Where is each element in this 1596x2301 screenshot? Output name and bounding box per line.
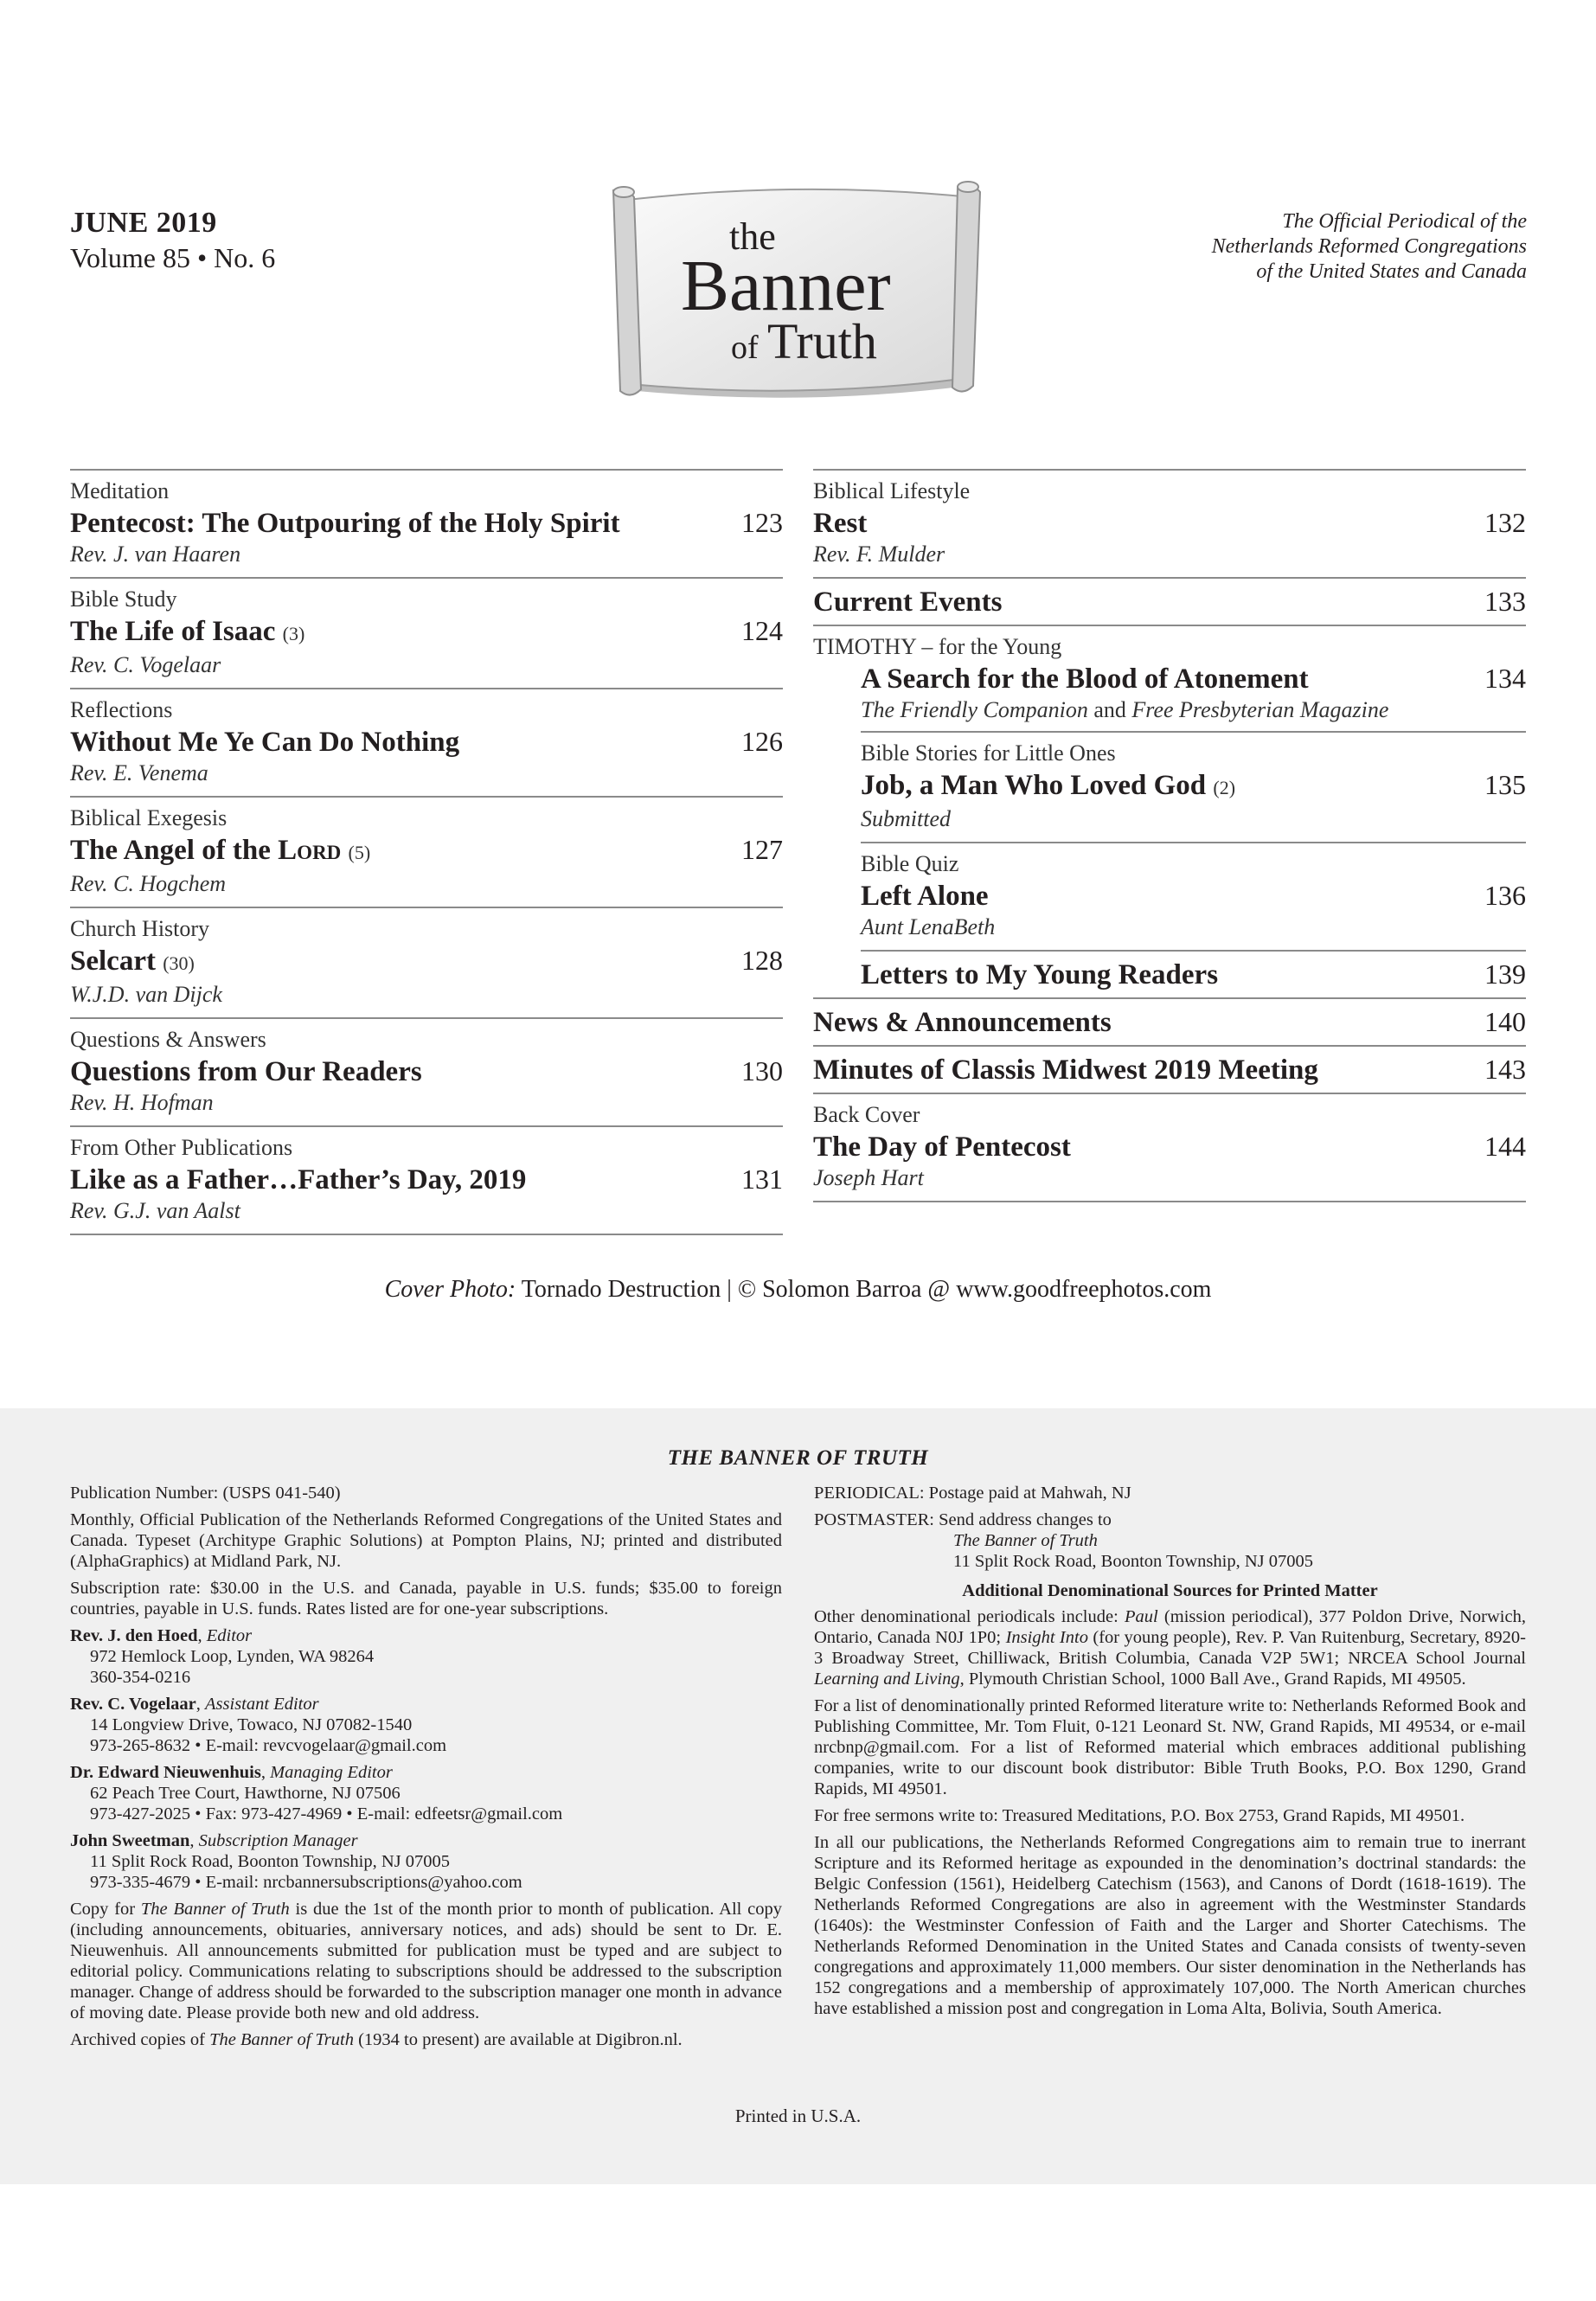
toc-author: Rev. C. Hogchem xyxy=(70,871,227,896)
toc-title: Left Alone xyxy=(861,881,989,912)
toc-page: 130 xyxy=(741,1055,783,1086)
toc-entry[interactable] xyxy=(70,1017,783,1125)
postmaster-address: 11 Split Rock Road, Boonton Township, NJ 07005 xyxy=(953,1552,1313,1571)
logo-the: the xyxy=(729,215,776,258)
toc-page: 128 xyxy=(741,945,783,976)
staff-contact: 360-354-0216 xyxy=(90,1668,191,1687)
postmaster xyxy=(814,1509,1526,1572)
toc-entry[interactable] xyxy=(813,1093,1526,1202)
staff-managing-editor: Dr. Edward Nieuwenhuis, Managing Editor 62 Peach Tree Court, Hawthorne, NJ 07506 973-427-2025 • Fax: 973-427-4969 • E-mail: edfeetsr@gmail.com xyxy=(70,1762,782,1824)
postmaster-line: POSTMASTER: Send address changes to xyxy=(814,1510,1112,1529)
toc-entry[interactable] xyxy=(70,796,783,907)
other-periodicals: Other denominational periodicals include: Paul (mission periodical), 377 Poldon Drive, Norwich, Ontario, Canada N0J 1P0; Insight Into (for young people), Rev. P. Van Ruitenburg, Secretary, 8920-3 Broadway Street, Chilliwack, British Columbia, Canada V2P 5W1; NRCEA School Journal Learning and Living, Plymouth Christian School, 1000 Ball Ave., Grand Rapids, MI 49505. xyxy=(814,1607,1531,1689)
staff-role: Managing Editor xyxy=(270,1763,393,1782)
toc-title: Without Me Ye Can Do Nothing xyxy=(70,727,460,758)
toc-title: Selcart xyxy=(70,945,156,977)
toc-part: (3) xyxy=(282,623,305,644)
colophon-left-column xyxy=(70,1483,787,2056)
toc-page: 140 xyxy=(1484,1006,1526,1037)
toc-title: Minutes of Classis Midwest 2019 Meeting xyxy=(813,1054,1318,1086)
toc-entry[interactable] xyxy=(813,997,1526,1045)
toc-title: Letters to My Young Readers xyxy=(861,959,1219,990)
colophon-right-column xyxy=(814,1483,1531,2025)
staff-address: 62 Peach Tree Court, Hawthorne, NJ 07506 xyxy=(90,1784,401,1803)
toc-title: Pentecost: The Outpouring of the Holy Spirit xyxy=(70,508,620,539)
toc-category: Biblical Exegesis xyxy=(70,805,228,830)
toc-author: Rev. H. Hofman xyxy=(70,1090,214,1115)
toc-page: 126 xyxy=(741,726,783,757)
staff-role: Subscription Manager xyxy=(198,1831,358,1850)
toc-author: W.J.D. van Dijck xyxy=(70,982,222,1007)
toc-title: The Day of Pentecost xyxy=(813,1131,1071,1163)
toc-category: Church History xyxy=(70,916,210,941)
tagline xyxy=(1042,209,1527,285)
toc-author: Rev. G.J. van Aalst xyxy=(70,1198,240,1223)
toc-category: From Other Publications xyxy=(70,1135,293,1160)
postmaster-title: The Banner of Truth xyxy=(953,1531,1098,1550)
copy-policy: Copy for The Banner of Truth is due the 1st of the month prior to month of publication. All copy (including announcements, obituaries, anniversary notices, and ads) should be sent to Dr. E. Nieuwenhuis. All announcements submitted for publication must be typed and are subject to editorial policy. Communications relating to subscriptions should be addressed to the subscription manager. Change of address should be forwarded to the subscription manager one month in advance of moving date. Please provide both new and old address. xyxy=(70,1900,787,2022)
staff-contact: 973-427-2025 • Fax: 973-427-4969 • E-mail: edfeetsr@gmail.com xyxy=(90,1804,563,1823)
toc-source-2: Free Presbyterian Magazine xyxy=(1131,697,1389,722)
cover-photo-credit xyxy=(0,1276,1596,1304)
toc-category: Back Cover xyxy=(813,1102,920,1127)
cover-photo-label: Cover Photo: xyxy=(384,1276,516,1303)
staff-address: 14 Longview Drive, Towaco, NJ 07082-1540 xyxy=(90,1715,413,1734)
toc-entry[interactable] xyxy=(813,1045,1526,1093)
toc-source-1: The Friendly Companion xyxy=(861,697,1088,722)
issue-volume: Volume 85 • No. 6 xyxy=(70,242,276,273)
staff-address: 972 Hemlock Loop, Lynden, WA 98264 xyxy=(90,1647,375,1666)
toc-category: Biblical Lifestyle xyxy=(813,478,971,503)
staff-name: John Sweetman xyxy=(70,1831,190,1850)
toc-author: Rev. J. van Haaren xyxy=(70,542,241,567)
toc-entry[interactable] xyxy=(861,842,1526,950)
periodical-postage: PERIODICAL: Postage paid at Mahwah, NJ xyxy=(814,1484,1131,1503)
staff-name: Dr. Edward Nieuwenhuis xyxy=(70,1763,261,1782)
toc-category: Bible Stories for Little Ones xyxy=(861,740,1116,766)
toc-author: Rev. C. Vogelaar xyxy=(70,652,221,677)
toc-page: 124 xyxy=(741,615,783,646)
staff-role: Editor xyxy=(206,1626,253,1645)
toc-page: 131 xyxy=(741,1163,783,1195)
toc-entry[interactable] xyxy=(70,1125,783,1235)
staff-address: 11 Split Rock Road, Boonton Township, NJ 07005 xyxy=(90,1852,450,1871)
toc-entry[interactable] xyxy=(70,469,783,577)
toc-entry[interactable] xyxy=(70,907,783,1017)
staff-contact: 973-265-8632 • E-mail: revcvogelaar@gmail.com xyxy=(90,1736,447,1755)
toc-section-timothy xyxy=(813,625,1526,997)
toc-entry[interactable] xyxy=(861,950,1526,997)
cover-photo-text: Tornado Destruction | © Solomon Barroa @ www.goodfreephotos.com xyxy=(516,1276,1212,1303)
issue-date: JUNE 2019 xyxy=(70,207,217,239)
issue-info xyxy=(70,206,275,275)
subscription-rate: Subscription rate: $30.00 in the U.S. and Canada, payable in U.S. funds; $35.00 to foreign countries, payable in U.S. funds. Rates listed are for one-year subscriptions. xyxy=(70,1579,782,1618)
toc-category: TIMOTHY – for the Young xyxy=(813,634,1062,659)
staff-name: Rev. C. Vogelaar xyxy=(70,1695,196,1714)
toc-category: Meditation xyxy=(70,478,170,503)
toc-page: 139 xyxy=(1484,958,1526,990)
printed-in: Printed in U.S.A. xyxy=(734,2106,862,2126)
toc-title: Job, a Man Who Loved God xyxy=(861,770,1207,801)
staff-name: Rev. J. den Hoed xyxy=(70,1626,198,1645)
toc-entry[interactable] xyxy=(813,469,1526,577)
toc-left-column xyxy=(70,469,783,1235)
toc-page: 143 xyxy=(1484,1054,1526,1085)
scroll-logo-graphic xyxy=(601,173,990,407)
staff-role: Assistant Editor xyxy=(205,1695,319,1714)
toc-page: 144 xyxy=(1484,1131,1526,1162)
toc-part: (30) xyxy=(163,952,195,974)
toc-page: 134 xyxy=(1484,663,1526,694)
archived-copies: Archived copies of The Banner of Truth (1934 to present) are available at Digibron.nl. xyxy=(70,2030,683,2049)
toc-title: The Angel of the xyxy=(70,835,279,866)
publications-statement: In all our publications, the Netherlands Reformed Congregations aim to remain true to inerrant Scripture and its Reformed heritage as expounded in the denomination’s doctrinal standards: the Belgic Confession (1561), Heidelberg Catechism (1563), and Canons of Dordt (1618-1619). The Netherlands Reformed Congregations are also in agreement with the Westminster Standards (1640s): the Westminster Confession of Faith and the Larger and Shorter Catechisms. The Netherlands Reformed Denomination in the United States and Canada consists of twenty-seven congregations and approximately 11,000 members. Our sister denomination in the Netherlands has 152 congregations and a membership of approximately 107,000. The North American churches have established a mission post and congregation in Loma Alta, Bolivia, South America. xyxy=(814,1833,1526,2018)
toc-category: Reflections xyxy=(70,697,173,722)
staff-contact: 973-335-4679 • E-mail: nrcbannersubscriptions@yahoo.com xyxy=(90,1873,522,1892)
toc-source-and: and xyxy=(1087,697,1132,722)
toc-author xyxy=(861,696,1526,724)
toc-page: 132 xyxy=(1484,507,1526,538)
toc-title: News & Announcements xyxy=(813,1007,1112,1038)
toc-title: Current Events xyxy=(813,586,1003,618)
logo-banner: Banner xyxy=(681,246,891,326)
toc-author: Joseph Hart xyxy=(813,1165,924,1190)
sermons-info: For free sermons write to: Treasured Meditations, P.O. Box 2753, Grand Rapids, MI 49501. xyxy=(814,1806,1465,1825)
toc-page: 136 xyxy=(1484,880,1526,911)
toc-entry[interactable] xyxy=(861,661,1526,731)
publication-description: Monthly, Official Publication of the Netherlands Reformed Congregations of the United States and Canada. Typeset (Architype Graphic Solutions) at Pompton Plains, NJ; printed and distributed (AlphaGraphics) at Midland Park, NJ. xyxy=(70,1510,782,1571)
toc-title: The Life of Isaac xyxy=(70,616,276,647)
sources-heading: Additional Denominational Sources for Printed Matter xyxy=(962,1581,1378,1600)
toc-category: Bible Study xyxy=(70,586,177,612)
tagline-line-2: Netherlands Reformed Congregations xyxy=(1211,235,1527,258)
toc-author: Aunt LenaBeth xyxy=(861,914,996,939)
toc-part: (2) xyxy=(1213,777,1236,798)
toc-page: 127 xyxy=(741,834,783,865)
tagline-line-1: The Official Periodical of the xyxy=(1282,210,1527,233)
colophon-title: THE BANNER OF TRUTH xyxy=(667,1446,929,1470)
logo-truth: Truth xyxy=(767,313,877,369)
toc-category: Bible Quiz xyxy=(861,851,959,876)
colophon xyxy=(0,1408,1596,2184)
toc-entry[interactable] xyxy=(861,731,1526,842)
toc-entry[interactable] xyxy=(70,577,783,688)
staff-subscription-manager: John Sweetman, Subscription Manager 11 Split Rock Road, Boonton Township, NJ 07005 973-335-4679 • E-mail: nrcbannersubscriptions@yahoo.com xyxy=(70,1830,782,1893)
toc-page: 133 xyxy=(1484,586,1526,617)
tagline-line-3: of the United States and Canada xyxy=(1256,260,1527,283)
toc-title: Like as a Father…Father’s Day, 2019 xyxy=(70,1164,527,1195)
toc-category: Questions & Answers xyxy=(70,1027,266,1052)
publication-number: Publication Number: (USPS 041-540) xyxy=(70,1484,341,1503)
toc-entry[interactable] xyxy=(70,688,783,796)
toc-author: Submitted xyxy=(861,806,951,831)
banner-of-truth-logo xyxy=(601,173,990,407)
logo-of: of xyxy=(731,330,759,366)
toc-author: Rev. E. Venema xyxy=(70,760,208,785)
toc-entry[interactable] xyxy=(813,577,1526,625)
toc-part: (5) xyxy=(348,842,371,863)
toc-page: 135 xyxy=(1484,769,1526,800)
staff-assistant-editor: Rev. C. Vogelaar, Assistant Editor 14 Longview Drive, Towaco, NJ 07082-1540 973-265-8632 • E-mail: revcvogelaar@gmail.com xyxy=(70,1694,782,1756)
toc-title: Questions from Our Readers xyxy=(70,1056,422,1087)
toc-title: Rest xyxy=(813,508,868,539)
toc-title-smallcaps: Lord xyxy=(278,835,342,866)
toc-page: 123 xyxy=(741,507,783,538)
literature-info: For a list of denominationally printed Reformed literature write to: Netherlands Reformed Book and Publishing Committee, Mr. Tom Fluit, 0-121 Leonard St. NW, Grand Rapids, MI 49534, or e-mail nrcbnp@gmail.com. For a list of Reformed material which embraces additional publishing companies, write to our discount book distributor: Bible Truth Books, P.O. Box 1290, Grand Rapids, MI 49501. xyxy=(814,1696,1526,1798)
toc-right-column xyxy=(813,469,1526,1202)
staff-editor: Rev. J. den Hoed, Editor 972 Hemlock Loop, Lynden, WA 98264 360-354-0216 xyxy=(70,1625,782,1688)
toc-title: A Search for the Blood of Atonement xyxy=(861,663,1309,695)
toc-author: Rev. F. Mulder xyxy=(813,542,945,567)
